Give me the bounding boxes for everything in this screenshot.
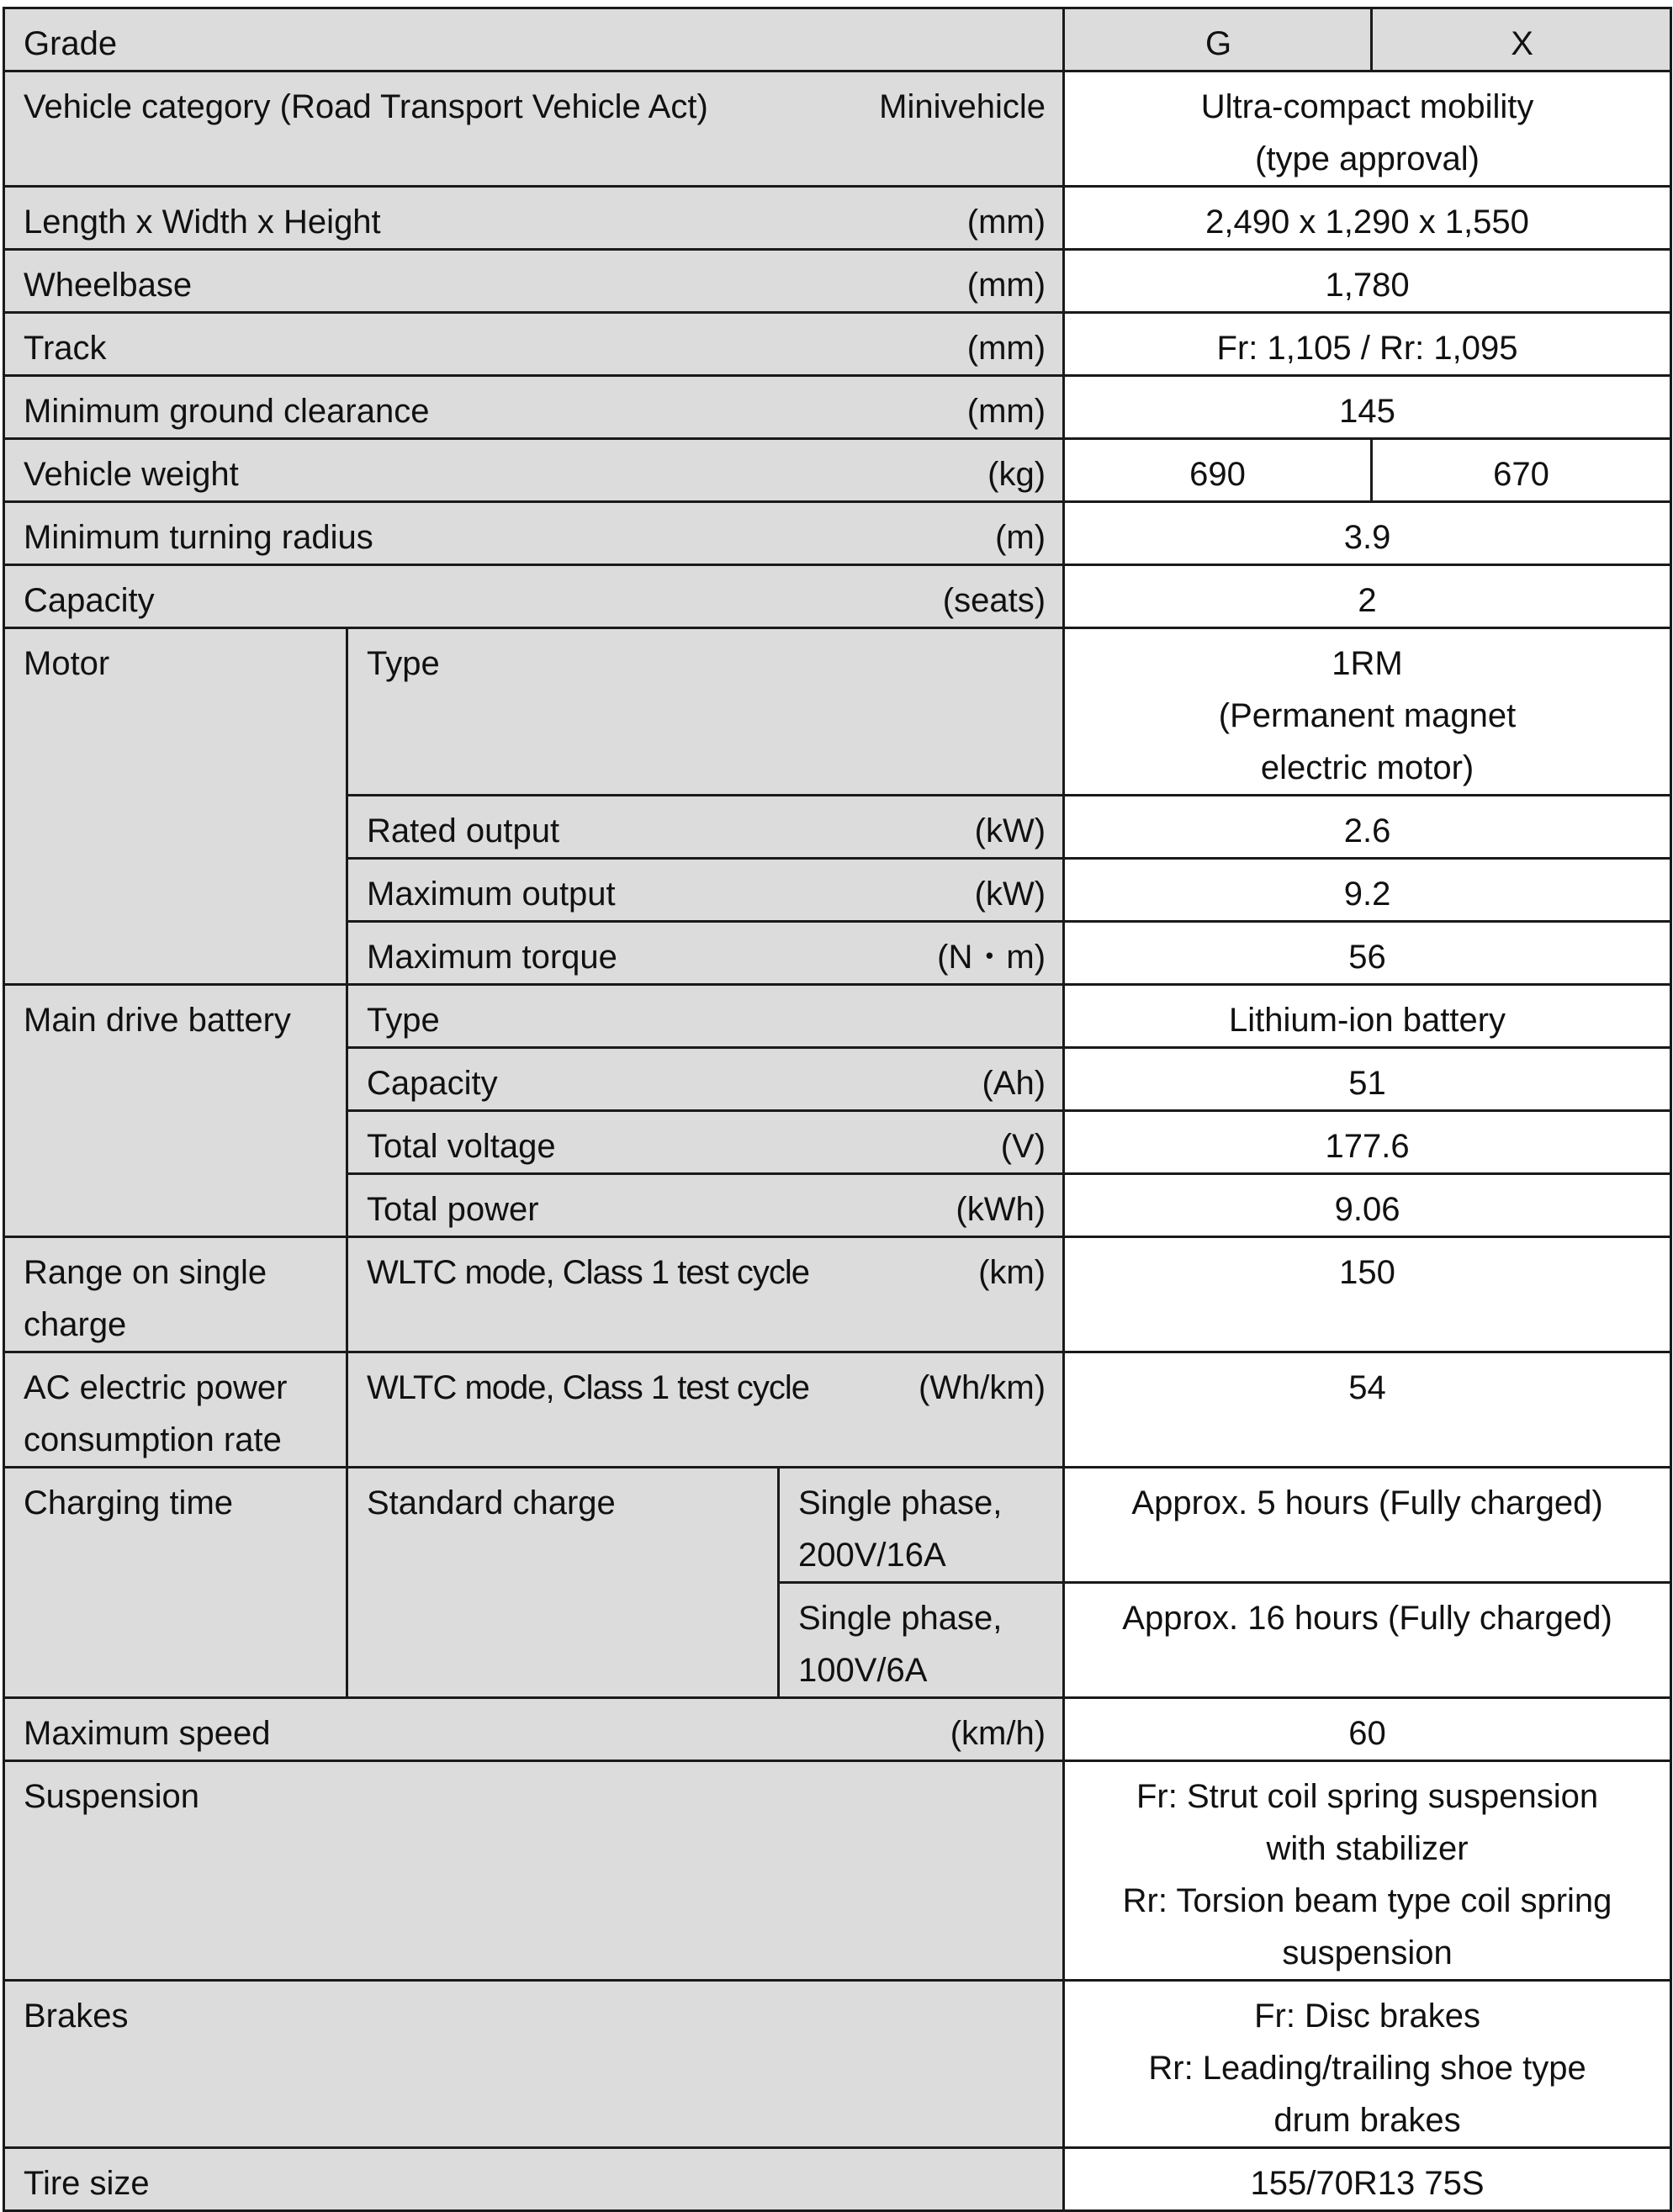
vehicle-category-value-line1: Ultra-compact mobility [1200,88,1534,125]
vehicle-weight-value-x: 670 [1372,439,1671,502]
table-row-battery-type [4,985,1671,1048]
battery-voltage-label: Total voltage [367,1128,556,1165]
consumption-label-line2: consumption rate [24,1421,282,1458]
table-row-dimensions [4,187,1671,250]
battery-type-value: Lithium-ion battery [1064,985,1671,1048]
grade-label: Grade [4,8,1064,71]
battery-power-cell [347,1174,1064,1237]
range-mode: WLTC mode, Class 1 test cycle [367,1254,809,1291]
table-row-motor-type [4,628,1671,796]
dimensions-label: Length x Width x Height [24,204,381,241]
range-unit: (km) [978,1254,1046,1291]
track-unit: (mm) [966,330,1046,367]
capacity-label: Capacity [24,582,155,619]
turning-radius-value: 3.9 [1064,502,1671,565]
max-speed-label: Maximum speed [24,1715,271,1752]
battery-voltage-value: 177.6 [1064,1111,1671,1174]
brakes-label: Brakes [4,1981,1064,2148]
consumption-label-line1: AC electric power [24,1369,288,1406]
capacity-unit: (seats) [942,582,1046,619]
vehicle-category-label: Vehicle category (Road Transport Vehicle Act) [24,88,708,125]
suspension-label: Suspension [4,1761,1064,1981]
table-row-charging-200v [4,1468,1671,1583]
motor-max-output-cell [347,859,1064,922]
turning-radius-cell [4,502,1064,565]
table-row-max-speed [4,1698,1671,1761]
motor-max-output-value: 9.2 [1064,859,1671,922]
grade-g-header: G [1064,8,1372,71]
range-label [4,1237,347,1352]
motor-rated-cell [347,796,1064,859]
table-row-brakes [4,1981,1671,2148]
motor-rated-unit: (kW) [974,812,1046,849]
ground-clearance-cell [4,376,1064,439]
dimensions-unit: (mm) [966,204,1046,241]
grade-x-header: X [1372,8,1671,71]
max-speed-cell [4,1698,1064,1761]
battery-capacity-label: Capacity [367,1065,498,1102]
motor-type-value [1064,628,1671,796]
suspension-value [1064,1761,1671,1981]
motor-rated-label: Rated output [367,812,560,849]
battery-type-label: Type [347,985,1064,1048]
consumption-mode: WLTC mode, Class 1 test cycle [367,1369,809,1406]
table-row-ground-clearance [4,376,1671,439]
vehicle-category-unit: Minivehicle [879,88,1046,125]
vehicle-category-value [1064,71,1671,187]
tire-label: Tire size [4,2148,1064,2211]
motor-type-value-line3: electric motor) [1260,749,1474,786]
battery-capacity-value: 51 [1064,1048,1671,1111]
battery-power-value: 9.06 [1064,1174,1671,1237]
tire-value: 155/70R13 75S [1064,2148,1671,2211]
ground-clearance-unit: (mm) [966,393,1046,430]
charging-label: Charging time [4,1468,347,1698]
track-cell [4,313,1064,376]
battery-capacity-unit: (Ah) [982,1065,1046,1102]
motor-torque-value: 56 [1064,922,1671,985]
consumption-mode-cell [347,1352,1064,1468]
brakes-value-line3: drum brakes [1273,2102,1461,2139]
consumption-label [4,1352,347,1468]
brakes-value [1064,1981,1671,2148]
table-row-range [4,1237,1671,1352]
range-mode-cell [347,1237,1064,1352]
motor-type-value-line2: (Permanent magnet [1218,697,1517,734]
table-row-grade [4,8,1671,71]
dimensions-cell [4,187,1064,250]
spec-table [3,7,1672,2212]
suspension-value-line3: Rr: Torsion beam type coil spring [1122,1882,1612,1919]
charging-phase2-line1: Single phase, [798,1600,1003,1637]
suspension-value-line2: with stabilizer [1266,1830,1469,1867]
range-label-line2: charge [24,1306,127,1343]
motor-label: Motor [4,628,347,985]
turning-radius-unit: (m) [995,519,1046,556]
wheelbase-cell [4,250,1064,313]
dimensions-value: 2,490 x 1,290 x 1,550 [1064,187,1671,250]
motor-max-output-label: Maximum output [367,876,616,913]
vehicle-weight-unit: (kg) [987,456,1046,493]
vehicle-weight-cell [4,439,1064,502]
battery-voltage-unit: (V) [1000,1128,1046,1165]
vehicle-category-cell [4,71,1064,187]
track-label: Track [24,330,107,367]
table-row-track [4,313,1671,376]
table-row-vehicle-weight [4,439,1671,502]
vehicle-weight-value-g: 690 [1064,439,1372,502]
motor-torque-label: Maximum torque [367,939,617,976]
charging-standard-label: Standard charge [347,1468,779,1698]
charging-phase1-line1: Single phase, [798,1484,1003,1521]
max-speed-unit: (km/h) [950,1715,1046,1752]
battery-label: Main drive battery [4,985,347,1237]
table-row-suspension [4,1761,1671,1981]
motor-type-label: Type [347,628,1064,796]
track-value: Fr: 1,105 / Rr: 1,095 [1064,313,1671,376]
charging-phase1-label [779,1468,1064,1583]
motor-torque-unit: (N・m) [937,939,1046,976]
capacity-value: 2 [1064,565,1671,628]
charging-phase1-value: Approx. 5 hours (Fully charged) [1064,1468,1671,1583]
motor-type-value-line1: 1RM [1332,645,1403,682]
turning-radius-label: Minimum turning radius [24,519,373,556]
capacity-cell [4,565,1064,628]
motor-max-output-unit: (kW) [974,876,1046,913]
wheelbase-value: 1,780 [1064,250,1671,313]
table-row-vehicle-category [4,71,1671,187]
consumption-value: 54 [1064,1352,1671,1468]
vehicle-weight-label: Vehicle weight [24,456,239,493]
ground-clearance-value: 145 [1064,376,1671,439]
table-row-consumption [4,1352,1671,1468]
battery-power-label: Total power [367,1191,539,1228]
charging-phase2-line2: 100V/6A [798,1652,928,1689]
motor-rated-value: 2.6 [1064,796,1671,859]
wheelbase-unit: (mm) [966,267,1046,304]
table-row-capacity [4,565,1671,628]
consumption-unit: (Wh/km) [918,1369,1046,1406]
table-row-turning-radius [4,502,1671,565]
battery-capacity-cell [347,1048,1064,1111]
charging-phase1-line2: 200V/16A [798,1537,946,1574]
battery-voltage-cell [347,1111,1064,1174]
max-speed-value: 60 [1064,1698,1671,1761]
battery-power-unit: (kWh) [956,1191,1046,1228]
motor-torque-cell [347,922,1064,985]
brakes-value-line1: Fr: Disc brakes [1254,1998,1480,2035]
suspension-value-line1: Fr: Strut coil spring suspension [1136,1778,1599,1815]
range-label-line1: Range on single [24,1254,267,1291]
suspension-value-line4: suspension [1282,1934,1453,1971]
range-value: 150 [1064,1237,1671,1352]
wheelbase-label: Wheelbase [24,267,193,304]
charging-phase2-label [779,1583,1064,1698]
vehicle-category-value-line2: (type approval) [1255,140,1480,177]
ground-clearance-label: Minimum ground clearance [24,393,430,430]
table-row-tire [4,2148,1671,2211]
table-row-wheelbase [4,250,1671,313]
brakes-value-line2: Rr: Leading/trailing shoe type [1148,2050,1586,2087]
charging-phase2-value: Approx. 16 hours (Fully charged) [1064,1583,1671,1698]
